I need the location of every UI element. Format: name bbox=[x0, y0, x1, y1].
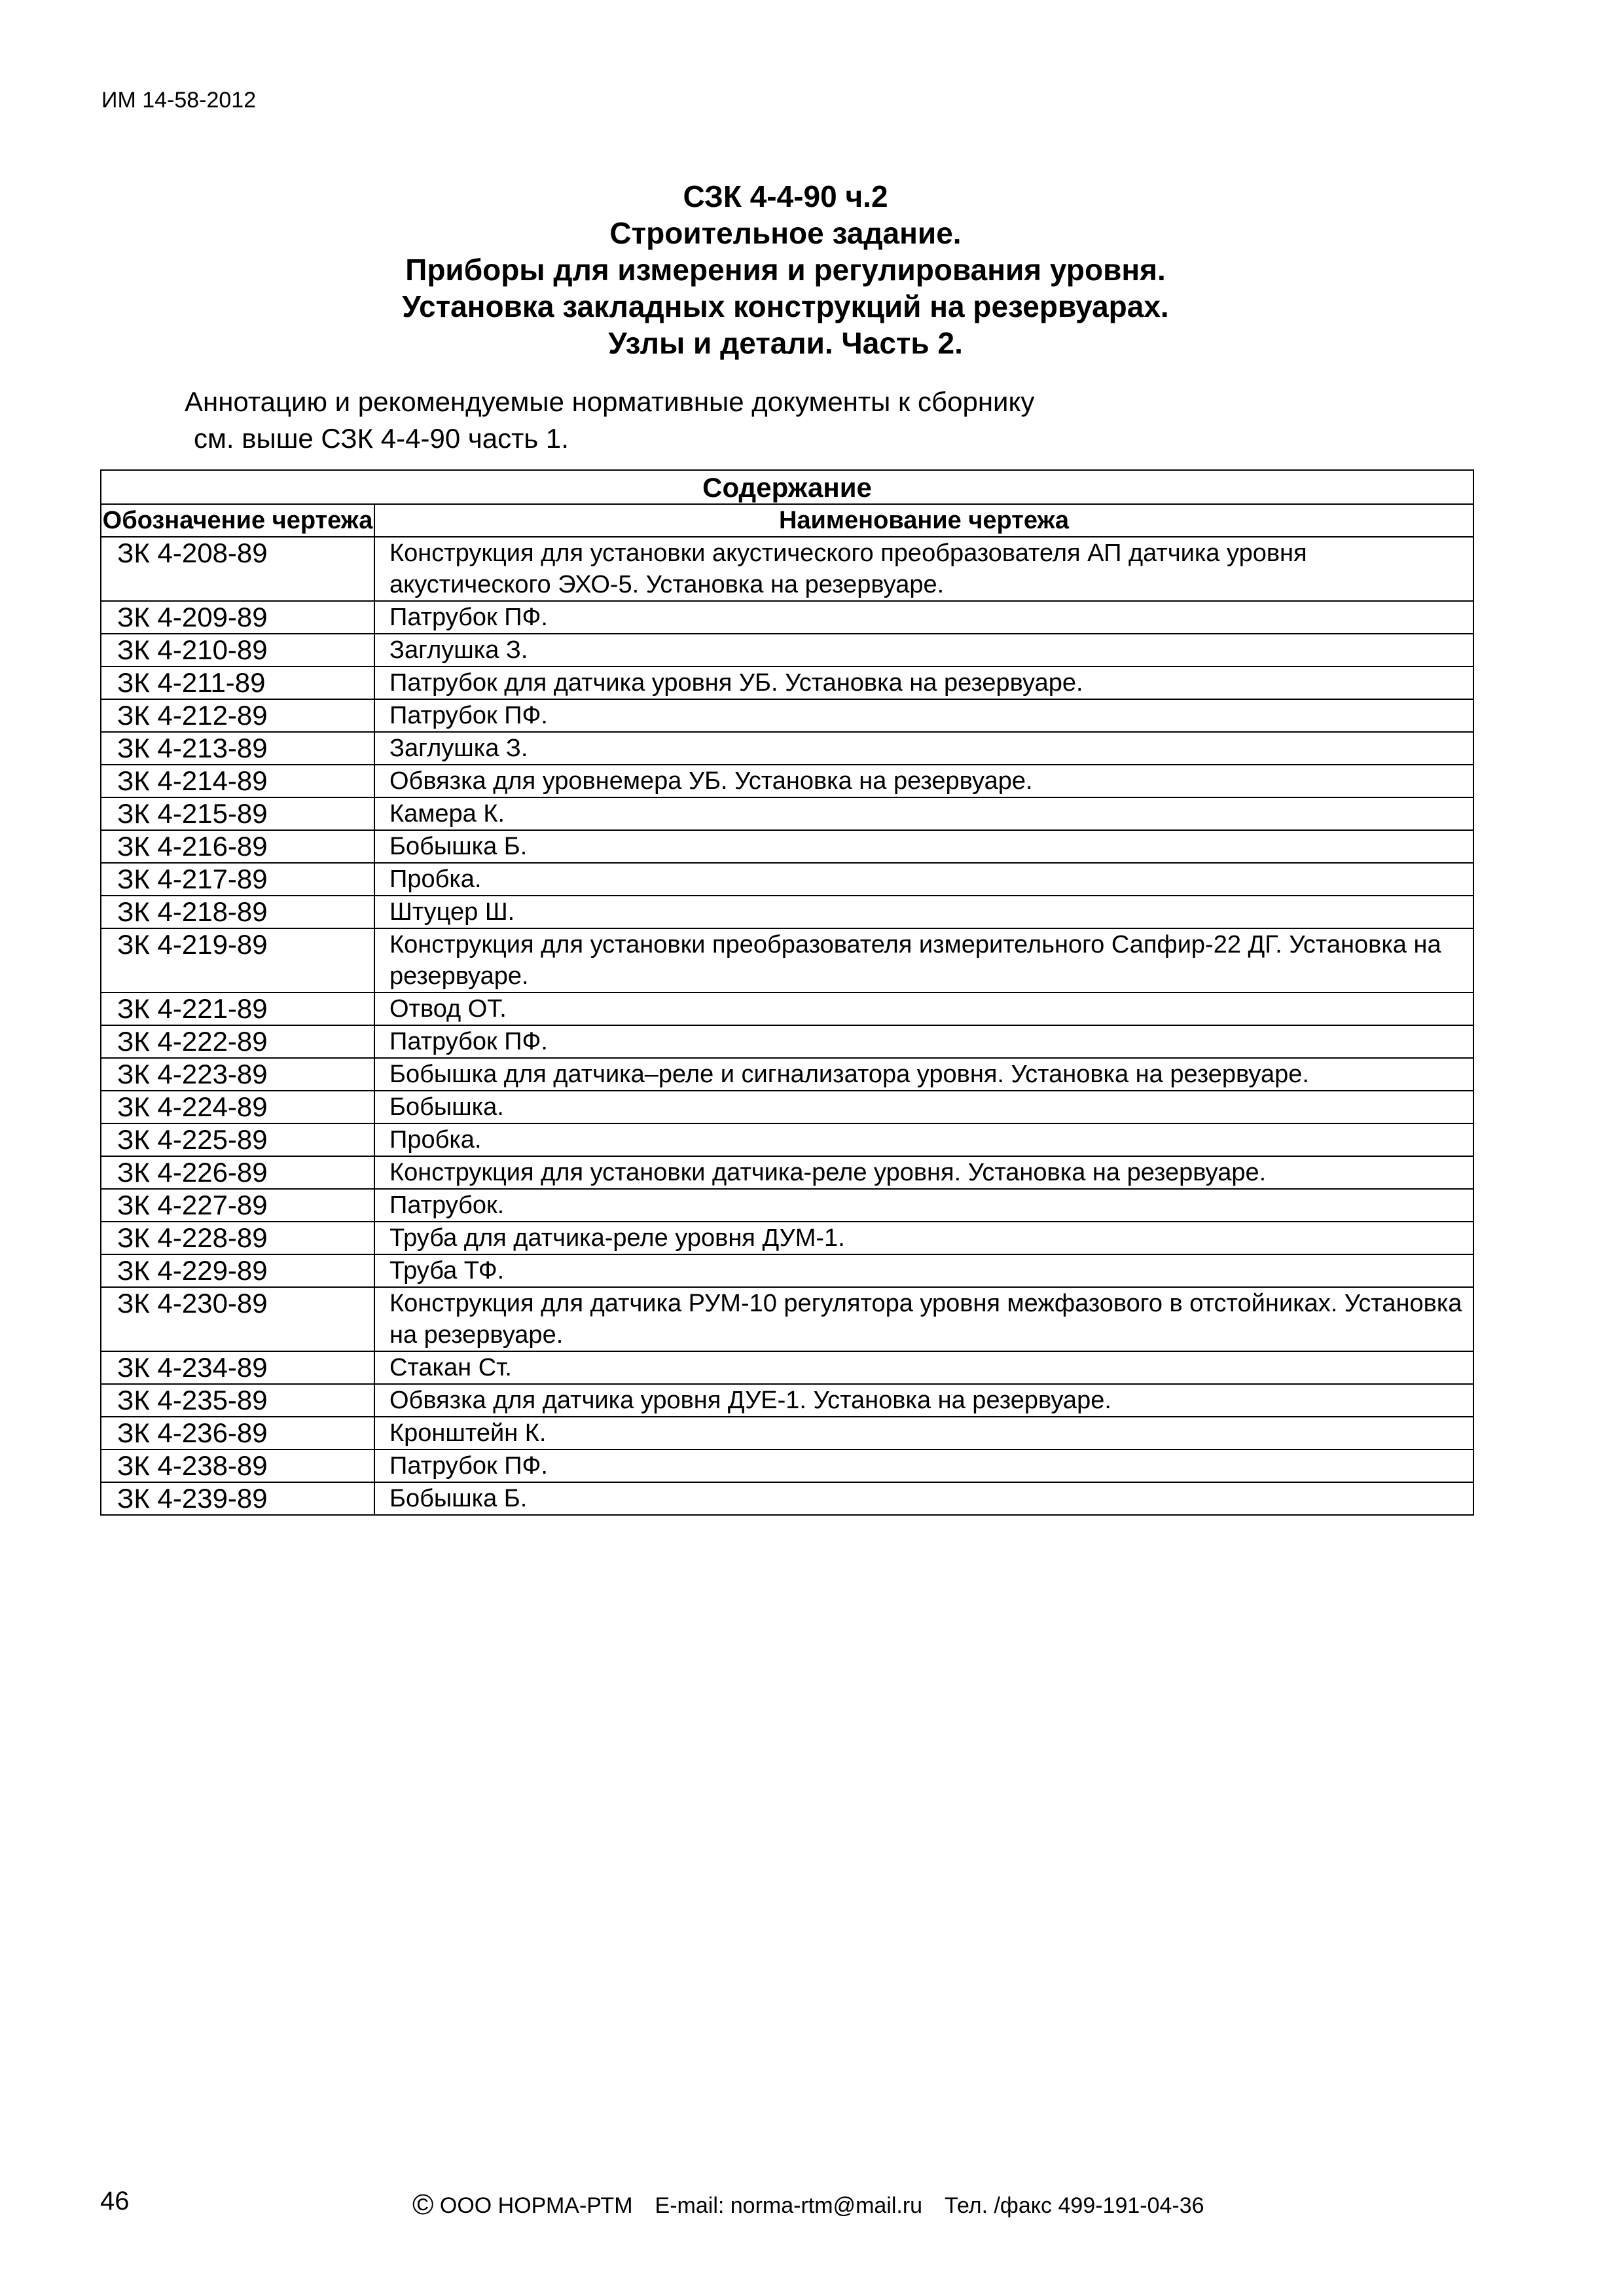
drawing-name-cell: Пробка. bbox=[374, 1123, 1473, 1156]
drawing-name-cell: Обвязка для датчика уровня ДУЕ-1. Установка на резервуаре. bbox=[374, 1384, 1473, 1417]
contents-body bbox=[101, 537, 1473, 1515]
drawing-name-cell: Кронштейн К. bbox=[374, 1417, 1473, 1449]
drawing-code-cell: ЗК 4-236-89 bbox=[101, 1417, 374, 1449]
contents-table bbox=[100, 469, 1474, 1516]
drawing-code-cell: ЗК 4-217-89 bbox=[101, 863, 374, 896]
drawing-name-cell: Камера К. bbox=[374, 797, 1473, 830]
drawing-name-cell: Отвод ОТ. bbox=[374, 993, 1473, 1025]
drawing-name-cell: Бобышка. bbox=[374, 1091, 1473, 1123]
drawing-code-cell: ЗК 4-230-89 bbox=[101, 1287, 374, 1351]
table-row bbox=[101, 993, 1473, 1025]
table-row bbox=[101, 634, 1473, 666]
document-code: ИМ 14-58-2012 bbox=[101, 88, 257, 113]
table-row bbox=[101, 666, 1473, 699]
footer-phone: Тел. /факс 499-191-04-36 bbox=[945, 2193, 1204, 2218]
contents-caption: Содержание bbox=[101, 470, 1473, 504]
drawing-code-cell: ЗК 4-209-89 bbox=[101, 601, 374, 634]
drawing-code-cell: ЗК 4-211-89 bbox=[101, 666, 374, 699]
table-row bbox=[101, 1449, 1473, 1482]
drawing-name-cell: Конструкция для установки преобразователя измерительного Сапфир-22 ДГ. Установка на резервуаре. bbox=[374, 928, 1473, 993]
title-line-3: Приборы для измерения и регулирования уровня. bbox=[405, 253, 1166, 287]
drawing-name-cell: Патрубок. bbox=[374, 1189, 1473, 1222]
drawing-code-cell: ЗК 4-229-89 bbox=[101, 1254, 374, 1287]
drawing-name-cell: Патрубок ПФ. bbox=[374, 1449, 1473, 1482]
drawing-code-cell: ЗК 4-222-89 bbox=[101, 1025, 374, 1058]
drawing-name-cell: Конструкция для установки акустического преобразователя АП датчика уровня акустического ЭХО-5. Установка на резервуаре. bbox=[374, 537, 1473, 601]
drawing-code-cell: ЗК 4-235-89 bbox=[101, 1384, 374, 1417]
annotation-text bbox=[185, 384, 1034, 457]
table-row bbox=[101, 1058, 1473, 1091]
drawing-code-cell: ЗК 4-221-89 bbox=[101, 993, 374, 1025]
table-row bbox=[101, 928, 1473, 993]
table-row bbox=[101, 896, 1473, 928]
drawing-code-cell: ЗК 4-215-89 bbox=[101, 797, 374, 830]
drawing-code-cell: ЗК 4-238-89 bbox=[101, 1449, 374, 1482]
drawing-code-cell: ЗК 4-213-89 bbox=[101, 732, 374, 765]
drawing-code-cell: ЗК 4-219-89 bbox=[101, 928, 374, 993]
drawing-code-cell: ЗК 4-225-89 bbox=[101, 1123, 374, 1156]
drawing-code-cell: ЗК 4-227-89 bbox=[101, 1189, 374, 1222]
table-row bbox=[101, 863, 1473, 896]
drawing-name-cell: Патрубок для датчика уровня УБ. Установка на резервуаре. bbox=[374, 666, 1473, 699]
drawing-name-cell: Конструкция для датчика РУМ-10 регулятора уровня межфазового в отстойниках. Установка на резервуаре. bbox=[374, 1287, 1473, 1351]
table-row bbox=[101, 1287, 1473, 1351]
drawing-name-cell: Заглушка З. bbox=[374, 634, 1473, 666]
drawing-code-cell: ЗК 4-216-89 bbox=[101, 830, 374, 863]
drawing-code-cell: ЗК 4-239-89 bbox=[101, 1482, 374, 1515]
drawing-name-cell: Штуцер Ш. bbox=[374, 896, 1473, 928]
drawing-code-cell: ЗК 4-208-89 bbox=[101, 537, 374, 601]
title-line-1: СЗК 4-4-90 ч.2 bbox=[683, 179, 888, 213]
title-line-2: Строительное задание. bbox=[609, 216, 962, 250]
contents-caption-row bbox=[101, 470, 1473, 504]
drawing-name-cell: Пробка. bbox=[374, 863, 1473, 896]
drawing-name-cell: Патрубок ПФ. bbox=[374, 699, 1473, 732]
table-row bbox=[101, 830, 1473, 863]
table-row bbox=[101, 1123, 1473, 1156]
document-title bbox=[0, 178, 1571, 361]
table-row bbox=[101, 1384, 1473, 1417]
column-header-row bbox=[101, 504, 1473, 537]
table-row bbox=[101, 1482, 1473, 1515]
drawing-code-cell: ЗК 4-214-89 bbox=[101, 765, 374, 797]
table-row bbox=[101, 1156, 1473, 1189]
column-header-code: Обозначение чертежа bbox=[101, 504, 374, 537]
drawing-code-cell: ЗК 4-228-89 bbox=[101, 1222, 374, 1254]
drawing-name-cell: Бобышка Б. bbox=[374, 830, 1473, 863]
page-number: 46 bbox=[100, 2187, 130, 2215]
drawing-name-cell: Труба для датчика-реле уровня ДУМ-1. bbox=[374, 1222, 1473, 1254]
drawing-code-cell: ЗК 4-212-89 bbox=[101, 699, 374, 732]
table-row bbox=[101, 765, 1473, 797]
table-row bbox=[101, 1091, 1473, 1123]
drawing-name-cell: Бобышка Б. bbox=[374, 1482, 1473, 1515]
title-line-4: Установка закладных конструкций на резервуарах. bbox=[402, 289, 1169, 323]
table-row bbox=[101, 1254, 1473, 1287]
table-row bbox=[101, 1222, 1473, 1254]
drawing-code-cell: ЗК 4-226-89 bbox=[101, 1156, 374, 1189]
footer-email: E-mail: norma-rtm@mail.ru bbox=[655, 2193, 923, 2218]
table-row bbox=[101, 1025, 1473, 1058]
copyright-icon: © bbox=[412, 2189, 434, 2221]
column-header-name: Наименование чертежа bbox=[374, 504, 1473, 537]
table-row bbox=[101, 537, 1473, 601]
drawing-name-cell: Патрубок ПФ. bbox=[374, 1025, 1473, 1058]
footer-copyright bbox=[412, 2191, 1204, 2220]
drawing-name-cell: Бобышка для датчика–реле и сигнализатора уровня. Установка на резервуаре. bbox=[374, 1058, 1473, 1091]
drawing-code-cell: ЗК 4-218-89 bbox=[101, 896, 374, 928]
annotation-line-2: см. выше СЗК 4-4-90 часть 1. bbox=[194, 423, 569, 454]
annotation-line-1: Аннотацию и рекомендуемые нормативные документы к сборнику bbox=[185, 386, 1035, 417]
table-row bbox=[101, 732, 1473, 765]
title-line-5: Узлы и детали. Часть 2. bbox=[608, 326, 963, 360]
table-row bbox=[101, 1351, 1473, 1384]
footer-company: ООО НОРМА-РТМ bbox=[439, 2193, 633, 2218]
drawing-name-cell: Труба ТФ. bbox=[374, 1254, 1473, 1287]
drawing-code-cell: ЗК 4-224-89 bbox=[101, 1091, 374, 1123]
table-row bbox=[101, 797, 1473, 830]
drawing-name-cell: Патрубок ПФ. bbox=[374, 601, 1473, 634]
table-row bbox=[101, 601, 1473, 634]
drawing-name-cell: Конструкция для установки датчика-реле уровня. Установка на резервуаре. bbox=[374, 1156, 1473, 1189]
table-row bbox=[101, 1189, 1473, 1222]
drawing-name-cell: Заглушка З. bbox=[374, 732, 1473, 765]
drawing-name-cell: Стакан Ст. bbox=[374, 1351, 1473, 1384]
table-row bbox=[101, 1417, 1473, 1449]
drawing-code-cell: ЗК 4-234-89 bbox=[101, 1351, 374, 1384]
table-row bbox=[101, 699, 1473, 732]
drawing-code-cell: ЗК 4-223-89 bbox=[101, 1058, 374, 1091]
drawing-name-cell: Обвязка для уровнемера УБ. Установка на резервуаре. bbox=[374, 765, 1473, 797]
drawing-code-cell: ЗК 4-210-89 bbox=[101, 634, 374, 666]
